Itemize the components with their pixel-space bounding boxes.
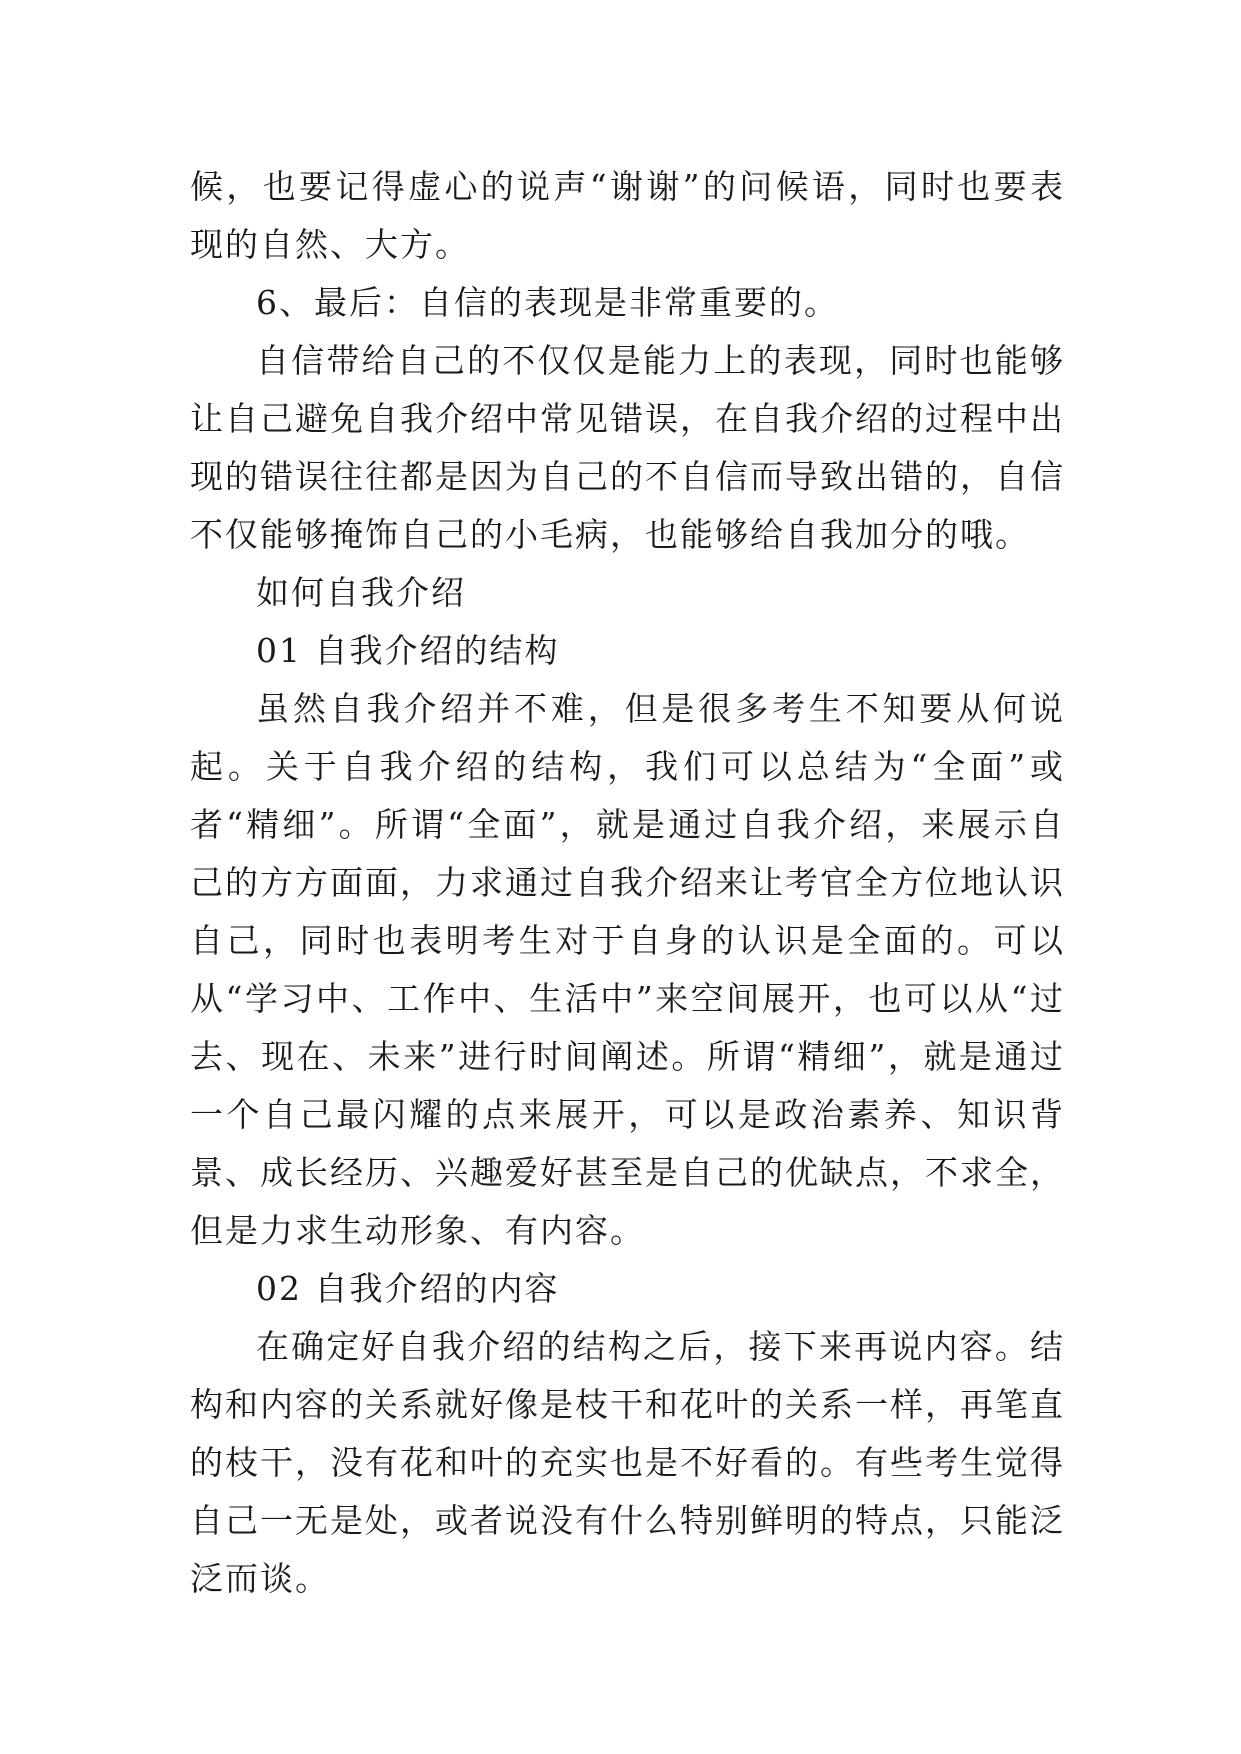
subheading-structure: 01 自我介绍的结构 xyxy=(256,631,560,670)
paragraph-content: 在确定好自我介绍的结构之后，接下来再说内容。结构和内容的关系就好像是枝干和花叶的关系一样，再笔直的枝干，没有花和叶的充实也是不好看的。有些考生觉得自己一无是处，或者说没有什么特别鲜明的特点，只能泛泛而谈。 xyxy=(190,1327,1065,1598)
paragraph-confidence: 自信带给自己的不仅仅是能力上的表现，同时也能够让自己避免自我介绍中常见错误，在自我介绍的过程中出现的错误往往都是因为自己的不自信而导致出错的，自信不仅能够掩饰自己的小毛病，也能够给自我加分的哦。 xyxy=(190,341,1065,554)
subheading-content: 02 自我介绍的内容 xyxy=(256,1269,560,1308)
paragraph-structure: 虽然自我介绍并不难，但是很多考生不知要从何说起。关于自我介绍的结构，我们可以总结为“全面”或者“精细”。所谓“全面”，就是通过自我介绍，来展示自己的方方面面，力求通过自我介绍来让考官全方位地认识自己，同时也表明考生对于自身的认识是全面的。可以从“学习中、工作中、生活中”来空间展开，也可以从“过去、现在、未来”进行时间阐述。所谓“精细”，就是通过一个自己最闪耀的点来展开，可以是政治素养、知识背景、成长经历、兴趣爱好甚至是自己的优缺点，不求全，但是力求生动形象、有内容。 xyxy=(190,689,1065,1250)
section-heading-how-to-introduce: 如何自我介绍 xyxy=(256,573,466,612)
paragraph-point-6: 6、最后：自信的表现是非常重要的。 xyxy=(256,283,839,322)
paragraph-continuation: 候，也要记得虚心的说声“谢谢”的问候语，同时也要表现的自然、大方。 xyxy=(190,167,1065,264)
document-body xyxy=(190,158,1065,1608)
